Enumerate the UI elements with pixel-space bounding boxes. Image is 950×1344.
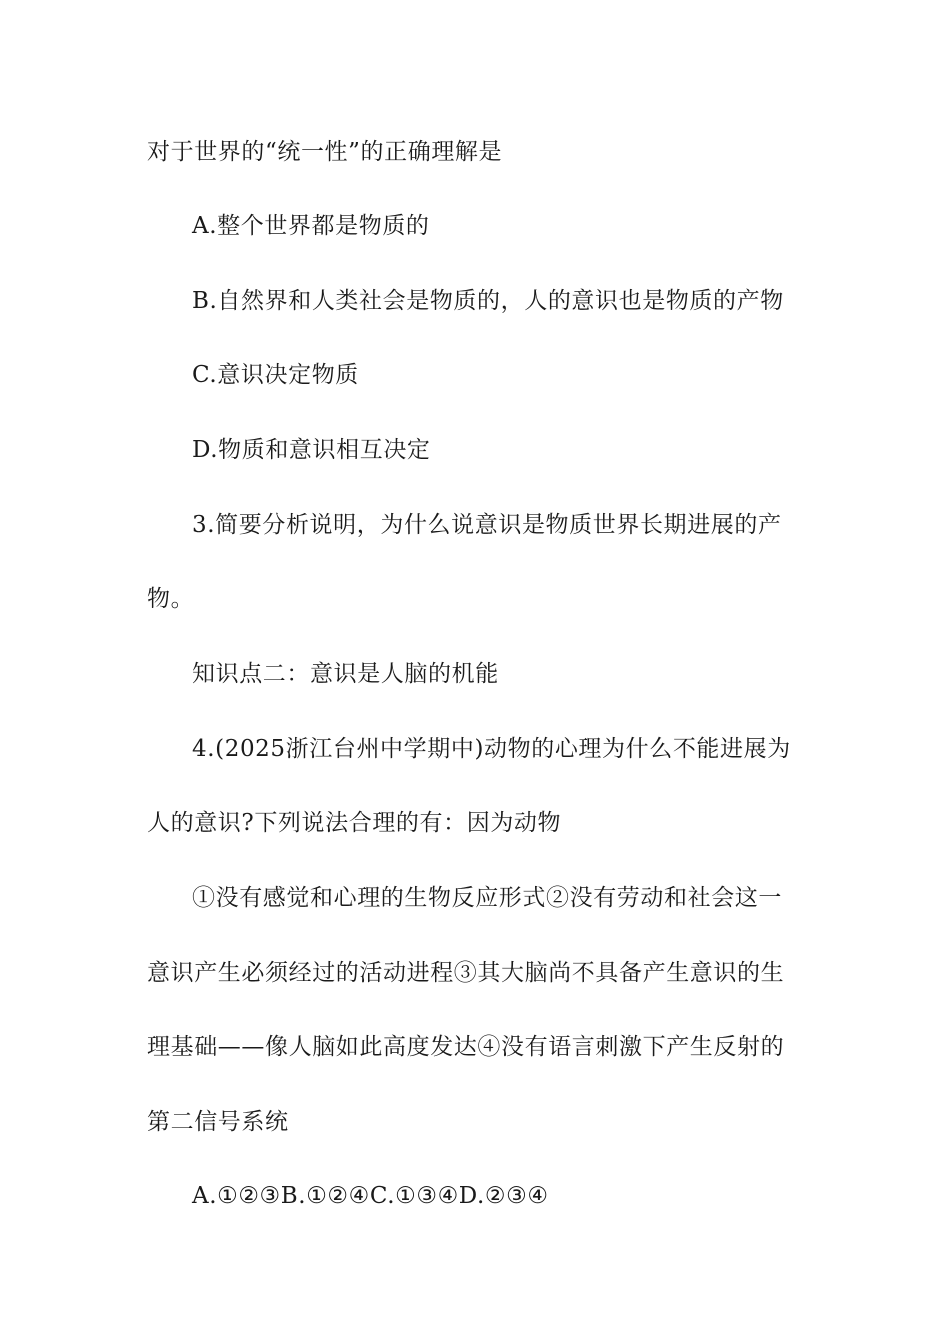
- option-b: B.自然界和人类社会是物质的，人的意识也是物质的产物: [192, 288, 784, 314]
- option-c: C.意识决定物质: [192, 362, 359, 388]
- question-3-line-2: 物。: [147, 586, 195, 612]
- statements-line-2: 意识产生必须经过的活动进程③其大脑尚不具备产生意识的生: [147, 960, 785, 986]
- option-d: D.物质和意识相互决定: [192, 437, 431, 463]
- question-stem: 对于世界的“统一性”的正确理解是: [147, 139, 503, 165]
- question-4-line-1: 4.(2025浙江台州中学期中)动物的心理为什么不能进展为: [192, 736, 791, 762]
- option-a: A.整个世界都是物质的: [192, 213, 430, 239]
- question-3-line-1: 3.简要分析说明，为什么说意识是物质世界长期进展的产: [192, 512, 782, 538]
- statements-line-1: ①没有感觉和心理的生物反应形式②没有劳动和社会这一: [192, 885, 782, 911]
- section-heading: 知识点二：意识是人脑的机能: [192, 661, 499, 687]
- answer-options: A.①②③B.①②④C.①③④D.②③④: [192, 1183, 549, 1209]
- statements-line-3: 理基础——像人脑如此高度发达④没有语言刺激下产生反射的: [147, 1034, 785, 1060]
- question-4-line-2: 人的意识?下列说法合理的有：因为动物: [147, 810, 562, 836]
- statements-line-4: 第二信号系统: [147, 1109, 289, 1135]
